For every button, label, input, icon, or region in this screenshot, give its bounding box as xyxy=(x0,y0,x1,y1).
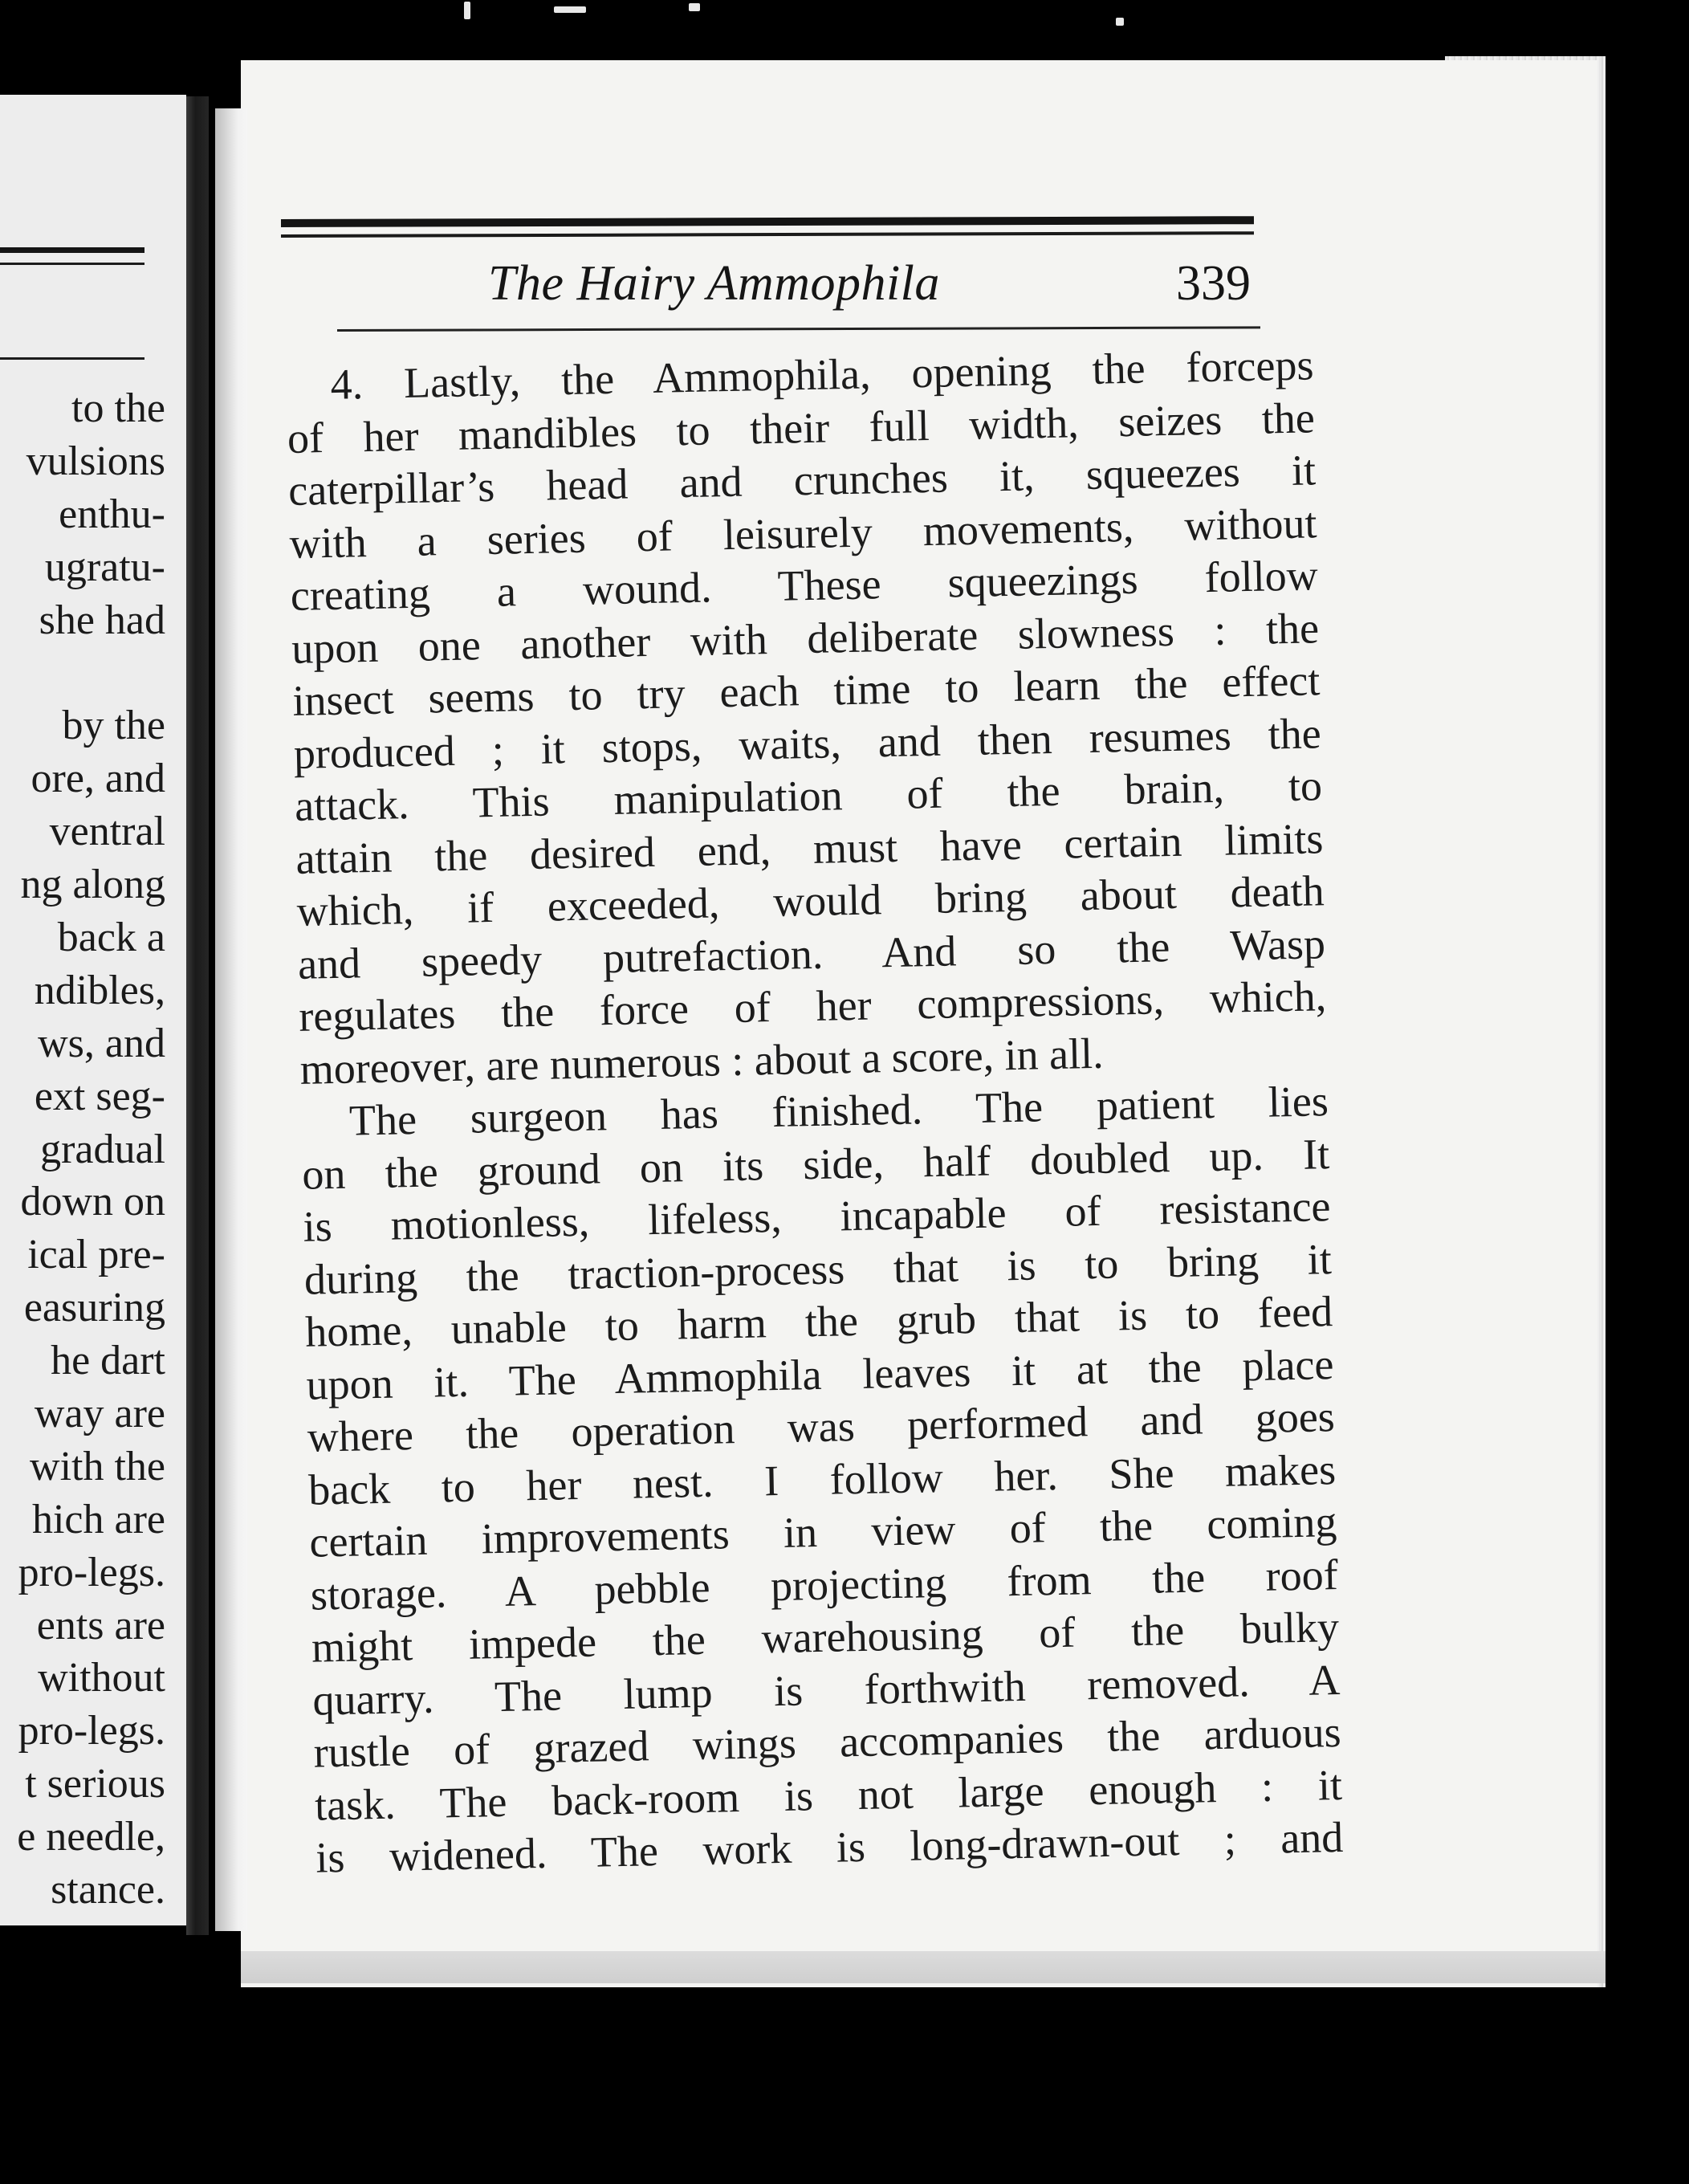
text-line: during the traction-process that is to bring it xyxy=(303,1234,1333,1304)
text-line: attain the desired end, must have certain limits xyxy=(295,813,1324,883)
left-line: gradual xyxy=(40,1126,165,1172)
text-line: rustle of grazed wings accompanies the arduous xyxy=(313,1707,1342,1777)
left-page-text xyxy=(0,382,165,1917)
text-line: upon it. The Ammophila leaves it at the place xyxy=(306,1339,1334,1409)
text-line: quarry. The lump is forthwith removed. A xyxy=(311,1655,1341,1725)
left-line: enthu- xyxy=(59,491,165,537)
text-line: task. The back-room is not large enough : it xyxy=(314,1760,1343,1830)
left-line: pro-legs. xyxy=(18,1549,165,1595)
text-line: where the operation was performed and goes xyxy=(307,1392,1336,1461)
left-line: easuring xyxy=(23,1285,165,1331)
text-line: moreover, are numerous : about a score, in all. xyxy=(299,1029,1105,1094)
left-line: ore, and xyxy=(31,756,165,802)
text-line: home, unable to harm the grub that is to feed xyxy=(304,1287,1333,1356)
left-line: stance. xyxy=(51,1867,165,1913)
left-line: without xyxy=(38,1655,165,1701)
left-line: to the xyxy=(71,385,165,431)
text-line: The surgeon has finished. The patient lies xyxy=(348,1077,1329,1145)
left-line: he dart xyxy=(51,1338,165,1384)
dust-speck xyxy=(554,6,586,13)
left-line: hich are xyxy=(31,1496,165,1542)
text-line: on the ground on its side, half doubled up. It xyxy=(301,1129,1330,1199)
left-line: vulsions xyxy=(26,438,165,484)
left-header-rule-bottom xyxy=(0,357,144,360)
left-header-rule-thin xyxy=(0,263,144,265)
text-line: of her mandibles to their full width, seizes the xyxy=(287,393,1316,462)
left-line: by the xyxy=(62,703,165,749)
left-line: back a xyxy=(57,915,165,961)
text-line: which, if exceeded, would bring about death xyxy=(296,866,1325,935)
dust-speck xyxy=(464,2,470,19)
text-line: insect seems to try each time to learn the effect xyxy=(291,656,1321,725)
text-line: caterpillar’s head and crunches it, squeezes it xyxy=(287,446,1317,515)
text-line: creating a wound. These squeezings follow xyxy=(290,551,1319,620)
text-line: back to her nest. I follow her. She makes xyxy=(307,1444,1337,1514)
text-line: upon one another with deliberate slowness : the xyxy=(291,603,1320,673)
left-line: ndibles, xyxy=(34,967,165,1013)
page-bottom-edge xyxy=(241,1951,1606,1983)
left-line: ext seg- xyxy=(34,1073,165,1119)
text-line: attack. This manipulation of the brain, to xyxy=(294,761,1323,830)
left-line: ents are xyxy=(36,1602,165,1648)
dust-speck xyxy=(689,3,700,11)
left-line: pro-legs. xyxy=(18,1708,165,1754)
text-line: produced ; it stops, waits, and then resumes the xyxy=(293,708,1322,778)
text-line: storage. A pebble projecting from the roof xyxy=(310,1550,1339,1620)
text-line: with a series of leisurely movements, without xyxy=(288,498,1317,568)
left-line: ventral xyxy=(49,809,165,855)
left-line: ws, and xyxy=(38,1020,165,1066)
body-text xyxy=(286,339,1344,1885)
text-line: might impede the warehousing of the bulky xyxy=(311,1602,1340,1672)
left-page xyxy=(0,95,186,1925)
left-line: t serious xyxy=(25,1761,165,1807)
text-line: is widened. The work is long-drawn-out ; and xyxy=(315,1812,1344,1882)
text-line: 4. Lastly, the Ammophila, opening the forceps xyxy=(330,340,1314,409)
book-gutter xyxy=(186,96,209,1935)
left-line: she had xyxy=(39,597,165,643)
left-line: with the xyxy=(30,1443,165,1489)
left-header-rule-thick xyxy=(0,247,144,253)
left-line: ical pre- xyxy=(27,1232,165,1278)
text-line: certain improvements in view of the coming xyxy=(308,1497,1337,1567)
left-line: ugratu- xyxy=(44,544,165,590)
left-line: down on xyxy=(20,1179,165,1225)
left-line: way are xyxy=(34,1391,165,1437)
text-line: is motionless, lifeless, incapable of resistance xyxy=(303,1182,1332,1251)
dust-speck xyxy=(1116,18,1124,26)
gutter-shadow xyxy=(215,108,247,1931)
left-paragraph-gap xyxy=(0,646,165,699)
left-line: e needle, xyxy=(17,1814,165,1860)
text-line: regulates the force of her compressions, which, xyxy=(298,972,1327,1041)
running-title: The Hairy Ammophila xyxy=(488,256,940,311)
left-line: ng along xyxy=(20,862,165,908)
page-number: 339 xyxy=(1176,256,1251,311)
text-line: and speedy putrefaction. And so the Wasp xyxy=(297,919,1326,988)
